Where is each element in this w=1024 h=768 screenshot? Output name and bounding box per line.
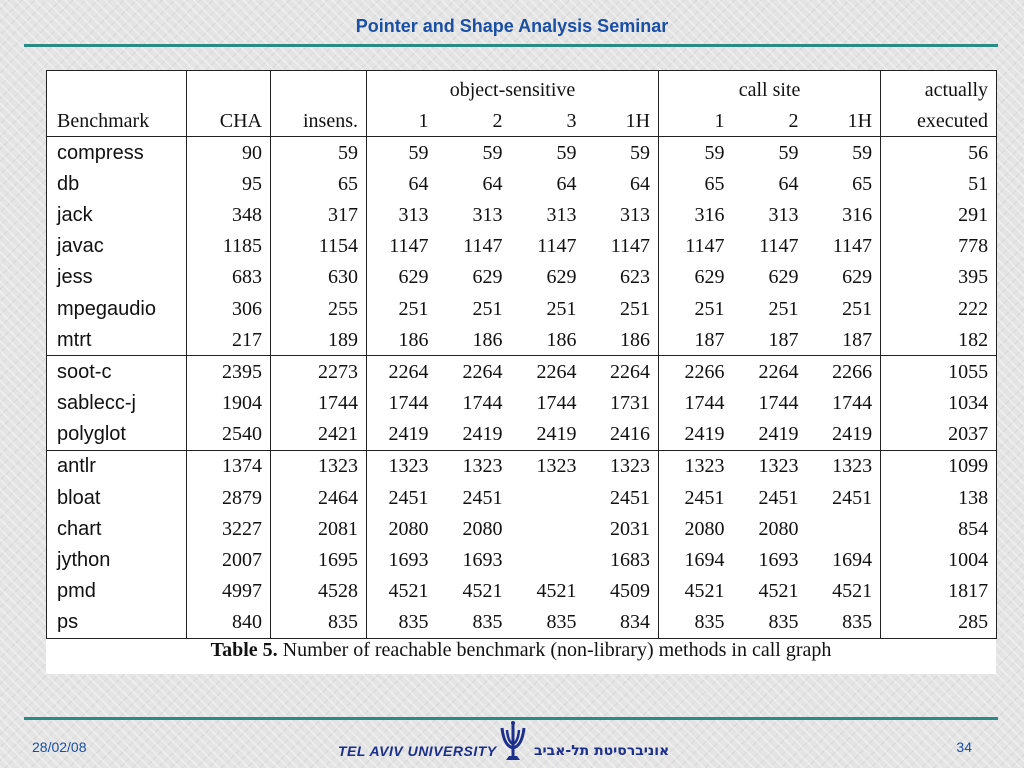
cell-insens: 2081 bbox=[271, 513, 367, 544]
cell-insens: 65 bbox=[271, 168, 367, 199]
table-panel bbox=[46, 70, 996, 674]
cell-insens: 2421 bbox=[271, 419, 367, 451]
cell-cs-1: 1694 bbox=[659, 544, 733, 575]
cell-cha: 2007 bbox=[187, 544, 271, 575]
caption-text: Number of reachable benchmark (non-library) methods in call graph bbox=[277, 639, 832, 661]
cell-obj-3: 2264 bbox=[511, 356, 585, 388]
cell-cs-1: 187 bbox=[659, 324, 733, 356]
table-row bbox=[47, 513, 997, 544]
table-row bbox=[47, 544, 997, 575]
column-header-benchmark: Benchmark bbox=[47, 105, 187, 137]
benchmark-name: jess bbox=[57, 266, 93, 289]
cell-obj-1: 64 bbox=[367, 168, 437, 199]
slide-page-number: 34 bbox=[956, 739, 972, 755]
cell-cs-1h: 1694 bbox=[832, 549, 873, 572]
table-row bbox=[47, 262, 997, 293]
benchmark-name: jack bbox=[57, 203, 93, 226]
cell-obj-1h: 2264 bbox=[585, 356, 659, 388]
cell-obj-3: 59 bbox=[556, 141, 577, 164]
cell-cha: 683 bbox=[187, 262, 271, 293]
column-header-obj-1: 1 bbox=[367, 105, 437, 137]
cell-cs-1: 835 bbox=[659, 607, 733, 639]
cell-cs-2: 4521 bbox=[758, 580, 799, 603]
cell-obj-3: 629 bbox=[546, 266, 577, 289]
cell-cs-2: 1744 bbox=[758, 392, 799, 415]
cell-cs-1h: 187 bbox=[842, 328, 873, 351]
cell-cha: 2395 bbox=[187, 356, 271, 388]
cell-cs-1h: 4521 bbox=[832, 580, 873, 603]
cell-cs-1h: 59 bbox=[852, 141, 873, 164]
cell-obj-2: 1323 bbox=[437, 450, 511, 482]
cell-obj-1h: 313 bbox=[620, 203, 651, 226]
cell-cs-2: 2451 bbox=[758, 486, 799, 509]
cell-cs-1: 2266 bbox=[659, 356, 733, 388]
cell-obj-1: 313 bbox=[367, 199, 437, 230]
cell-insens: 630 bbox=[271, 262, 367, 293]
cell-obj-1: 2264 bbox=[367, 356, 437, 388]
cell-obj-3: 2419 bbox=[536, 423, 577, 446]
table-row bbox=[47, 293, 997, 324]
cell-cs-2: 629 bbox=[768, 266, 799, 289]
group-header-object-sensitive: object-sensitive bbox=[367, 71, 659, 106]
cell-cs-1: 1147 bbox=[659, 231, 733, 262]
cell-cs-1h: 1147 bbox=[832, 235, 873, 258]
benchmark-name: sablecc-j bbox=[57, 392, 136, 415]
cell-cs-1: 2419 bbox=[659, 419, 733, 451]
table-row bbox=[47, 607, 997, 639]
cell-obj-1h: 186 bbox=[620, 328, 651, 351]
cell-cs-1: 316 bbox=[659, 199, 733, 230]
cell-cs-2: 2264 bbox=[733, 356, 807, 388]
group-header-actually: actually bbox=[881, 71, 997, 106]
cell-cs-2: 64 bbox=[778, 172, 799, 195]
cell-obj-1h: 1731 bbox=[610, 392, 651, 415]
cell-obj-1h: 2031 bbox=[610, 517, 651, 540]
benchmark-name: mpegaudio bbox=[57, 297, 156, 320]
cell-executed: 1099 bbox=[881, 450, 997, 482]
cell-obj-1: 835 bbox=[367, 607, 437, 639]
benchmark-name: javac bbox=[57, 235, 104, 258]
cell-executed: 291 bbox=[881, 199, 997, 230]
cell-cs-1: 1744 bbox=[659, 388, 733, 419]
cell-cs-1h: 1744 bbox=[832, 392, 873, 415]
header-row-groups bbox=[47, 71, 997, 106]
table-row bbox=[47, 231, 997, 262]
cell-cha: 1904 bbox=[187, 388, 271, 419]
cell-obj-2: 59 bbox=[482, 141, 503, 164]
benchmark-name: compress bbox=[57, 141, 144, 164]
cell-cs-1: 251 bbox=[659, 293, 733, 324]
cell-obj-3: 313 bbox=[546, 203, 577, 226]
cell-cs-1h: 629 bbox=[842, 266, 873, 289]
cell-cs-1h: 2266 bbox=[807, 356, 881, 388]
table-row bbox=[47, 419, 997, 451]
cell-insens: 255 bbox=[271, 293, 367, 324]
title-divider bbox=[24, 44, 998, 47]
cell-obj-1: 59 bbox=[367, 137, 437, 169]
column-header-insens: insens. bbox=[271, 105, 367, 137]
cell-obj-2: 1744 bbox=[462, 392, 503, 415]
cell-cs-2: 251 bbox=[768, 297, 799, 320]
menorah-emblem-icon bbox=[498, 720, 528, 764]
header-row-columns bbox=[47, 105, 997, 137]
benchmark-name: ps bbox=[57, 611, 79, 634]
cell-obj-3 bbox=[511, 482, 585, 513]
cell-obj-3 bbox=[511, 513, 585, 544]
cell-obj-1: 1744 bbox=[367, 388, 437, 419]
cell-cs-1: 65 bbox=[659, 168, 733, 199]
cell-obj-3: 186 bbox=[546, 328, 577, 351]
table-caption bbox=[46, 639, 996, 662]
cell-executed: 1055 bbox=[881, 356, 997, 388]
cell-cs-2: 2080 bbox=[758, 517, 799, 540]
table-body bbox=[47, 137, 997, 639]
column-header-obj-1h: 1H bbox=[585, 105, 659, 137]
column-header-cs-1: 1 bbox=[659, 105, 733, 137]
cell-obj-2: 313 bbox=[472, 203, 503, 226]
cell-obj-2: 1147 bbox=[463, 235, 503, 258]
cell-executed: 182 bbox=[881, 324, 997, 356]
benchmark-name: soot-c bbox=[47, 356, 187, 388]
cell-executed: 51 bbox=[881, 168, 997, 199]
column-header-obj-2: 2 bbox=[437, 105, 511, 137]
cell-cs-2: 835 bbox=[768, 611, 799, 634]
table-row bbox=[47, 388, 997, 419]
cell-cs-1: 2451 bbox=[659, 482, 733, 513]
cell-executed: 56 bbox=[881, 137, 997, 169]
cell-cha: 2879 bbox=[187, 482, 271, 513]
cell-obj-2: 2419 bbox=[462, 423, 503, 446]
cell-executed: 285 bbox=[881, 607, 997, 639]
benchmark-name: bloat bbox=[57, 486, 101, 509]
benchmark-name: jython bbox=[57, 549, 111, 572]
table-row bbox=[47, 324, 997, 356]
cell-insens: 4528 bbox=[271, 576, 367, 607]
cell-obj-3: 1147 bbox=[537, 235, 577, 258]
benchmark-name: mtrt bbox=[57, 328, 92, 351]
cell-insens: 2273 bbox=[271, 356, 367, 388]
reachable-methods-table bbox=[46, 70, 997, 639]
header-blank bbox=[271, 71, 367, 106]
cell-obj-2: 835 bbox=[472, 611, 503, 634]
cell-obj-2: 1693 bbox=[462, 549, 503, 572]
cell-obj-2: 2264 bbox=[437, 356, 511, 388]
cell-executed: 1004 bbox=[881, 544, 997, 575]
cell-obj-2: 2080 bbox=[462, 517, 503, 540]
cell-executed: 854 bbox=[881, 513, 997, 544]
cell-obj-1: 2419 bbox=[367, 419, 437, 451]
cell-obj-1h: 59 bbox=[630, 141, 651, 164]
cell-obj-2: 186 bbox=[472, 328, 503, 351]
cell-obj-1h: 623 bbox=[620, 266, 651, 289]
cell-obj-1: 2080 bbox=[367, 513, 437, 544]
column-header-cs-2: 2 bbox=[733, 105, 807, 137]
cell-obj-1: 1323 bbox=[367, 450, 437, 482]
cell-cs-1h: 316 bbox=[842, 203, 873, 226]
cell-cs-1h: 251 bbox=[842, 297, 873, 320]
cell-obj-3 bbox=[511, 544, 585, 575]
cell-insens: 1744 bbox=[271, 388, 367, 419]
cell-obj-1: 251 bbox=[367, 293, 437, 324]
benchmark-name: db bbox=[57, 172, 80, 195]
cell-obj-1: 1147 bbox=[367, 231, 437, 262]
cell-cha: 2540 bbox=[187, 419, 271, 451]
cell-cs-1h bbox=[807, 513, 881, 544]
cell-insens: 59 bbox=[271, 137, 367, 169]
cell-insens: 2464 bbox=[271, 482, 367, 513]
cell-insens: 1154 bbox=[271, 231, 367, 262]
cell-obj-1h: 1323 bbox=[585, 450, 659, 482]
cell-obj-3: 1323 bbox=[511, 450, 585, 482]
cell-cha: 4997 bbox=[187, 576, 271, 607]
logo-text-english: TEL AVIV UNIVERSITY bbox=[338, 743, 497, 759]
cell-cs-1: 4521 bbox=[659, 576, 733, 607]
cell-insens: 1695 bbox=[271, 544, 367, 575]
cell-obj-3: 1744 bbox=[536, 392, 577, 415]
table-row bbox=[47, 137, 997, 169]
cell-cs-2: 2419 bbox=[758, 423, 799, 446]
cell-cha: 348 bbox=[187, 199, 271, 230]
cell-obj-1h: 1683 bbox=[610, 549, 651, 572]
cell-obj-1h: 4509 bbox=[610, 580, 651, 603]
header-blank bbox=[187, 71, 271, 106]
benchmark-name: chart bbox=[57, 517, 102, 540]
column-header-cs-1h: 1H bbox=[807, 105, 881, 137]
table-row bbox=[47, 482, 997, 513]
cell-insens: 1323 bbox=[271, 450, 367, 482]
cell-obj-3: 4521 bbox=[536, 580, 577, 603]
cell-obj-1h: 834 bbox=[620, 611, 651, 634]
slide-title: Pointer and Shape Analysis Seminar bbox=[355, 16, 669, 36]
benchmark-name: antlr bbox=[47, 450, 187, 482]
cell-cha: 95 bbox=[187, 168, 271, 199]
cell-obj-1: 1693 bbox=[367, 544, 437, 575]
cell-cha: 1185 bbox=[187, 231, 271, 262]
cell-obj-1h: 64 bbox=[630, 172, 651, 195]
cell-cs-1: 629 bbox=[659, 262, 733, 293]
cell-cha: 1374 bbox=[187, 450, 271, 482]
cell-cs-1h: 835 bbox=[842, 611, 873, 634]
column-header-cha: CHA bbox=[187, 105, 271, 137]
cell-obj-3: 835 bbox=[546, 611, 577, 634]
cell-obj-2: 629 bbox=[472, 266, 503, 289]
cell-obj-1: 186 bbox=[367, 324, 437, 356]
cell-obj-1h: 251 bbox=[620, 297, 651, 320]
cell-cs-2: 1693 bbox=[758, 549, 799, 572]
cell-cs-1h: 65 bbox=[852, 172, 873, 195]
cell-obj-2: 64 bbox=[482, 172, 503, 195]
cell-executed: 1034 bbox=[881, 388, 997, 419]
cell-insens: 835 bbox=[271, 607, 367, 639]
cell-executed: 395 bbox=[881, 262, 997, 293]
column-header-obj-3: 3 bbox=[511, 105, 585, 137]
cell-cha: 217 bbox=[187, 324, 271, 356]
cell-cs-1: 2080 bbox=[659, 513, 733, 544]
cell-cha: 306 bbox=[187, 293, 271, 324]
slide-date: 28/02/08 bbox=[32, 739, 87, 755]
cell-executed: 222 bbox=[881, 293, 997, 324]
column-header-executed: executed bbox=[881, 105, 997, 137]
cell-obj-1: 4521 bbox=[367, 576, 437, 607]
cell-obj-2: 251 bbox=[472, 297, 503, 320]
cell-obj-3: 64 bbox=[556, 172, 577, 195]
cell-cs-1: 1323 bbox=[659, 450, 733, 482]
cell-cha: 90 bbox=[187, 137, 271, 169]
cell-cs-2: 187 bbox=[768, 328, 799, 351]
table-row bbox=[47, 576, 997, 607]
cell-obj-1: 629 bbox=[367, 262, 437, 293]
cell-cs-1h: 2419 bbox=[832, 423, 873, 446]
benchmark-name: pmd bbox=[57, 580, 96, 603]
cell-obj-1: 2451 bbox=[367, 482, 437, 513]
cell-cs-1h: 2451 bbox=[832, 486, 873, 509]
cell-obj-1h: 2451 bbox=[610, 486, 651, 509]
table-row bbox=[47, 199, 997, 230]
cell-cs-2: 1323 bbox=[733, 450, 807, 482]
cell-obj-1h: 2416 bbox=[610, 423, 651, 446]
cell-insens: 317 bbox=[271, 199, 367, 230]
caption-lead: Table 5. bbox=[210, 639, 278, 661]
cell-obj-3: 251 bbox=[546, 297, 577, 320]
logo-text-hebrew: אוניברסיטת תל-אביב bbox=[534, 743, 670, 759]
cell-cha: 840 bbox=[187, 607, 271, 639]
table-row bbox=[47, 450, 997, 482]
cell-obj-2: 4521 bbox=[462, 580, 503, 603]
cell-cs-2: 313 bbox=[768, 203, 799, 226]
cell-cs-2: 1147 bbox=[759, 235, 799, 258]
cell-obj-2: 2451 bbox=[462, 486, 503, 509]
cell-obj-1h: 1147 bbox=[610, 235, 651, 258]
benchmark-name: polyglot bbox=[57, 423, 126, 446]
header-blank bbox=[47, 71, 187, 106]
cell-insens: 189 bbox=[271, 324, 367, 356]
cell-executed: 2037 bbox=[881, 419, 997, 451]
cell-executed: 1817 bbox=[881, 576, 997, 607]
table-row bbox=[47, 168, 997, 199]
cell-executed: 138 bbox=[881, 482, 997, 513]
cell-cs-1h: 1323 bbox=[807, 450, 881, 482]
cell-cha: 3227 bbox=[187, 513, 271, 544]
university-logo bbox=[338, 720, 688, 764]
cell-cs-1: 59 bbox=[659, 137, 733, 169]
cell-executed: 778 bbox=[881, 231, 997, 262]
group-header-call-site: call site bbox=[659, 71, 881, 106]
cell-cs-2: 59 bbox=[778, 141, 799, 164]
table-row bbox=[47, 356, 997, 388]
